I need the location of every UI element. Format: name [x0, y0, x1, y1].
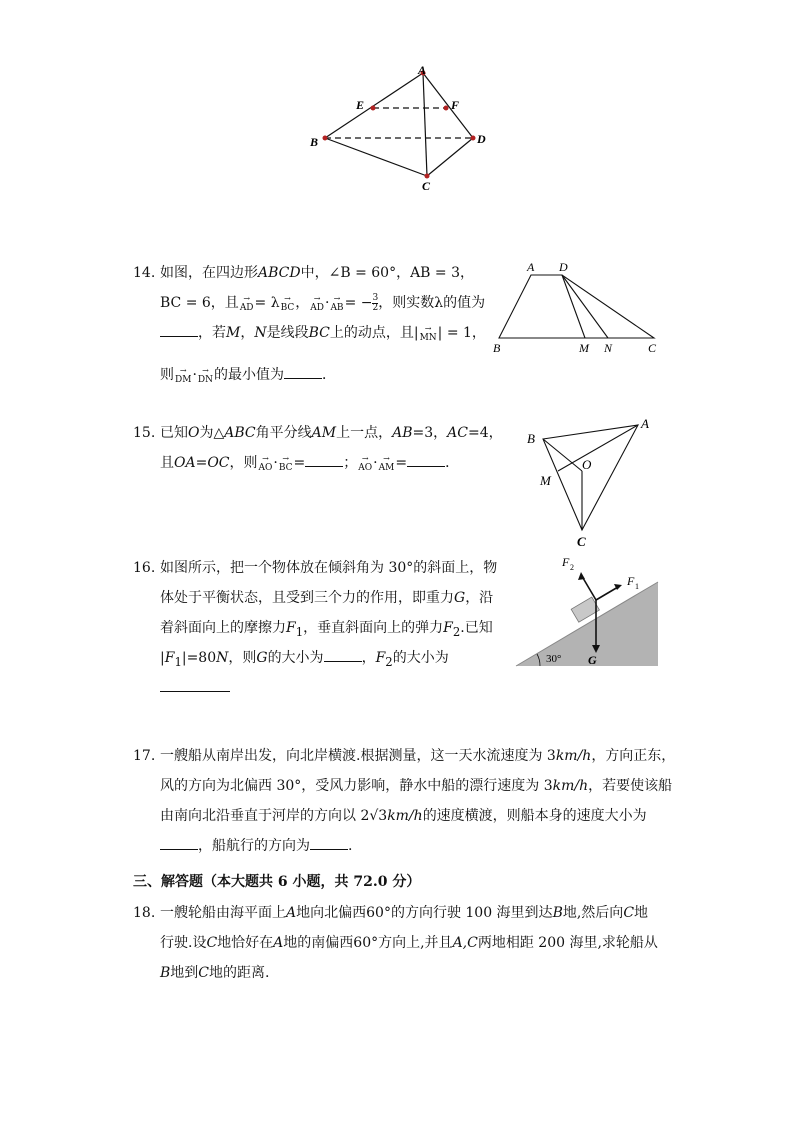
label-D: D	[477, 132, 486, 146]
label-F: F	[451, 98, 460, 112]
q15-line-1: 已知O为△ABC角平分线AM上一点，AB=3，AC=4，	[160, 425, 503, 441]
question-number: 14.	[133, 265, 156, 281]
q17-line-2: 风的方向为北偏西 30°，受风力影响，静水中船的漂行速度为 3km/h，若要使该船	[160, 778, 673, 794]
question-number: 16.	[133, 560, 156, 576]
q16-line-2: 体处于平衡状态，且受到三个力的作用，即重力G，沿	[160, 590, 494, 606]
label-A: A	[641, 416, 649, 431]
q18-line-3: B地到C地的距离.	[160, 965, 270, 981]
question-number: 17.	[133, 748, 156, 764]
label-B: B	[493, 341, 501, 355]
answer-blank[interactable]	[324, 643, 362, 662]
q14-line-4: 则 → DM · → DN 的最小值为 ．	[160, 360, 486, 390]
label-O: O	[582, 457, 592, 472]
answer-blank[interactable]	[305, 448, 343, 467]
label-C: C	[577, 534, 586, 549]
label-N: N	[604, 341, 613, 355]
trapezoid-figure	[485, 255, 665, 355]
incline-figure	[512, 552, 662, 670]
label-B: B	[527, 431, 535, 446]
q16-line-5	[160, 673, 497, 703]
label-D: D	[559, 260, 568, 274]
q14-line-2: BC = 6，且 → AD = λ → BC ， → AD · → AB = $-\frac{3}{2}$ ，则实数λ的值为	[160, 293, 486, 313]
q18-line-1: 一艘轮船由海平面上A地向北偏西60°的方向行驶 100 海里到达B地,然后向C地	[160, 905, 649, 921]
answer-blank[interactable]	[407, 448, 445, 467]
q14-line-3: ，若M，N是线段BC上的动点，且| → MN | = 1，	[160, 318, 486, 348]
answer-blank[interactable]	[284, 360, 322, 379]
label-B: B	[310, 135, 319, 149]
label-F1-sub: 1	[635, 582, 639, 591]
answer-blank[interactable]	[160, 318, 198, 337]
answer-blank[interactable]	[160, 831, 198, 850]
answer-blank[interactable]	[310, 831, 348, 850]
q17-line-4: ，船航行的方向为 .	[160, 831, 675, 861]
label-M: M	[579, 341, 589, 355]
label-A: A	[527, 260, 535, 274]
label-A: A	[418, 63, 427, 77]
q17-line-3: 由南向北沿垂直于河岸的方向以 2√3km/h的速度横渡，则船本身的速度大小为	[160, 808, 647, 824]
q14-line-1: 如图，在四边形ABCD中，∠B = 60°，AB = 3，	[160, 265, 475, 281]
q16-line-3: 着斜面向上的摩擦力$F_1$，垂直斜面向上的弹力$F_2$.已知	[160, 620, 493, 639]
angle-label: 30°	[546, 653, 562, 665]
label-F2-sub: 2	[570, 563, 574, 572]
q17-line-1: 一艘船从南岸出发，向北岸横渡.根据测量，这一天水流速度为 3km/h，方向正东，	[160, 748, 676, 764]
q16-line-4: $|F_1|=80N$，则G的大小为 ，$F_2$的大小为	[160, 643, 497, 673]
answer-blank[interactable]	[160, 673, 230, 692]
label-F2: F	[562, 555, 570, 569]
label-M: M	[540, 473, 551, 488]
question-number: 18.	[133, 905, 156, 921]
label-E: E	[356, 98, 365, 112]
q15-line-2: 且OA=OC，则 → AO · → BC = ； → AO · → AM = ．	[160, 448, 503, 478]
label-G: G	[588, 653, 597, 667]
fraction: $\frac{3}{2}$	[372, 293, 379, 313]
tetrahedron-figure	[300, 60, 500, 195]
q18-line-2: 行驶.设C地恰好在A地的南偏西60°方向上,并且A,C两地相距 200 海里,求轮船从	[160, 935, 658, 951]
section-heading: 三、解答题（本大题共 6 小题，共 72.0 分）	[133, 874, 421, 890]
label-C: C	[648, 341, 657, 355]
q16-line-1: 如图所示，把一个物体放在倾斜角为 30°的斜面上，物	[160, 560, 498, 576]
label-C: C	[422, 179, 431, 193]
label-F1: F	[627, 574, 635, 588]
triangle-figure	[520, 412, 660, 552]
question-number: 15.	[133, 425, 156, 441]
